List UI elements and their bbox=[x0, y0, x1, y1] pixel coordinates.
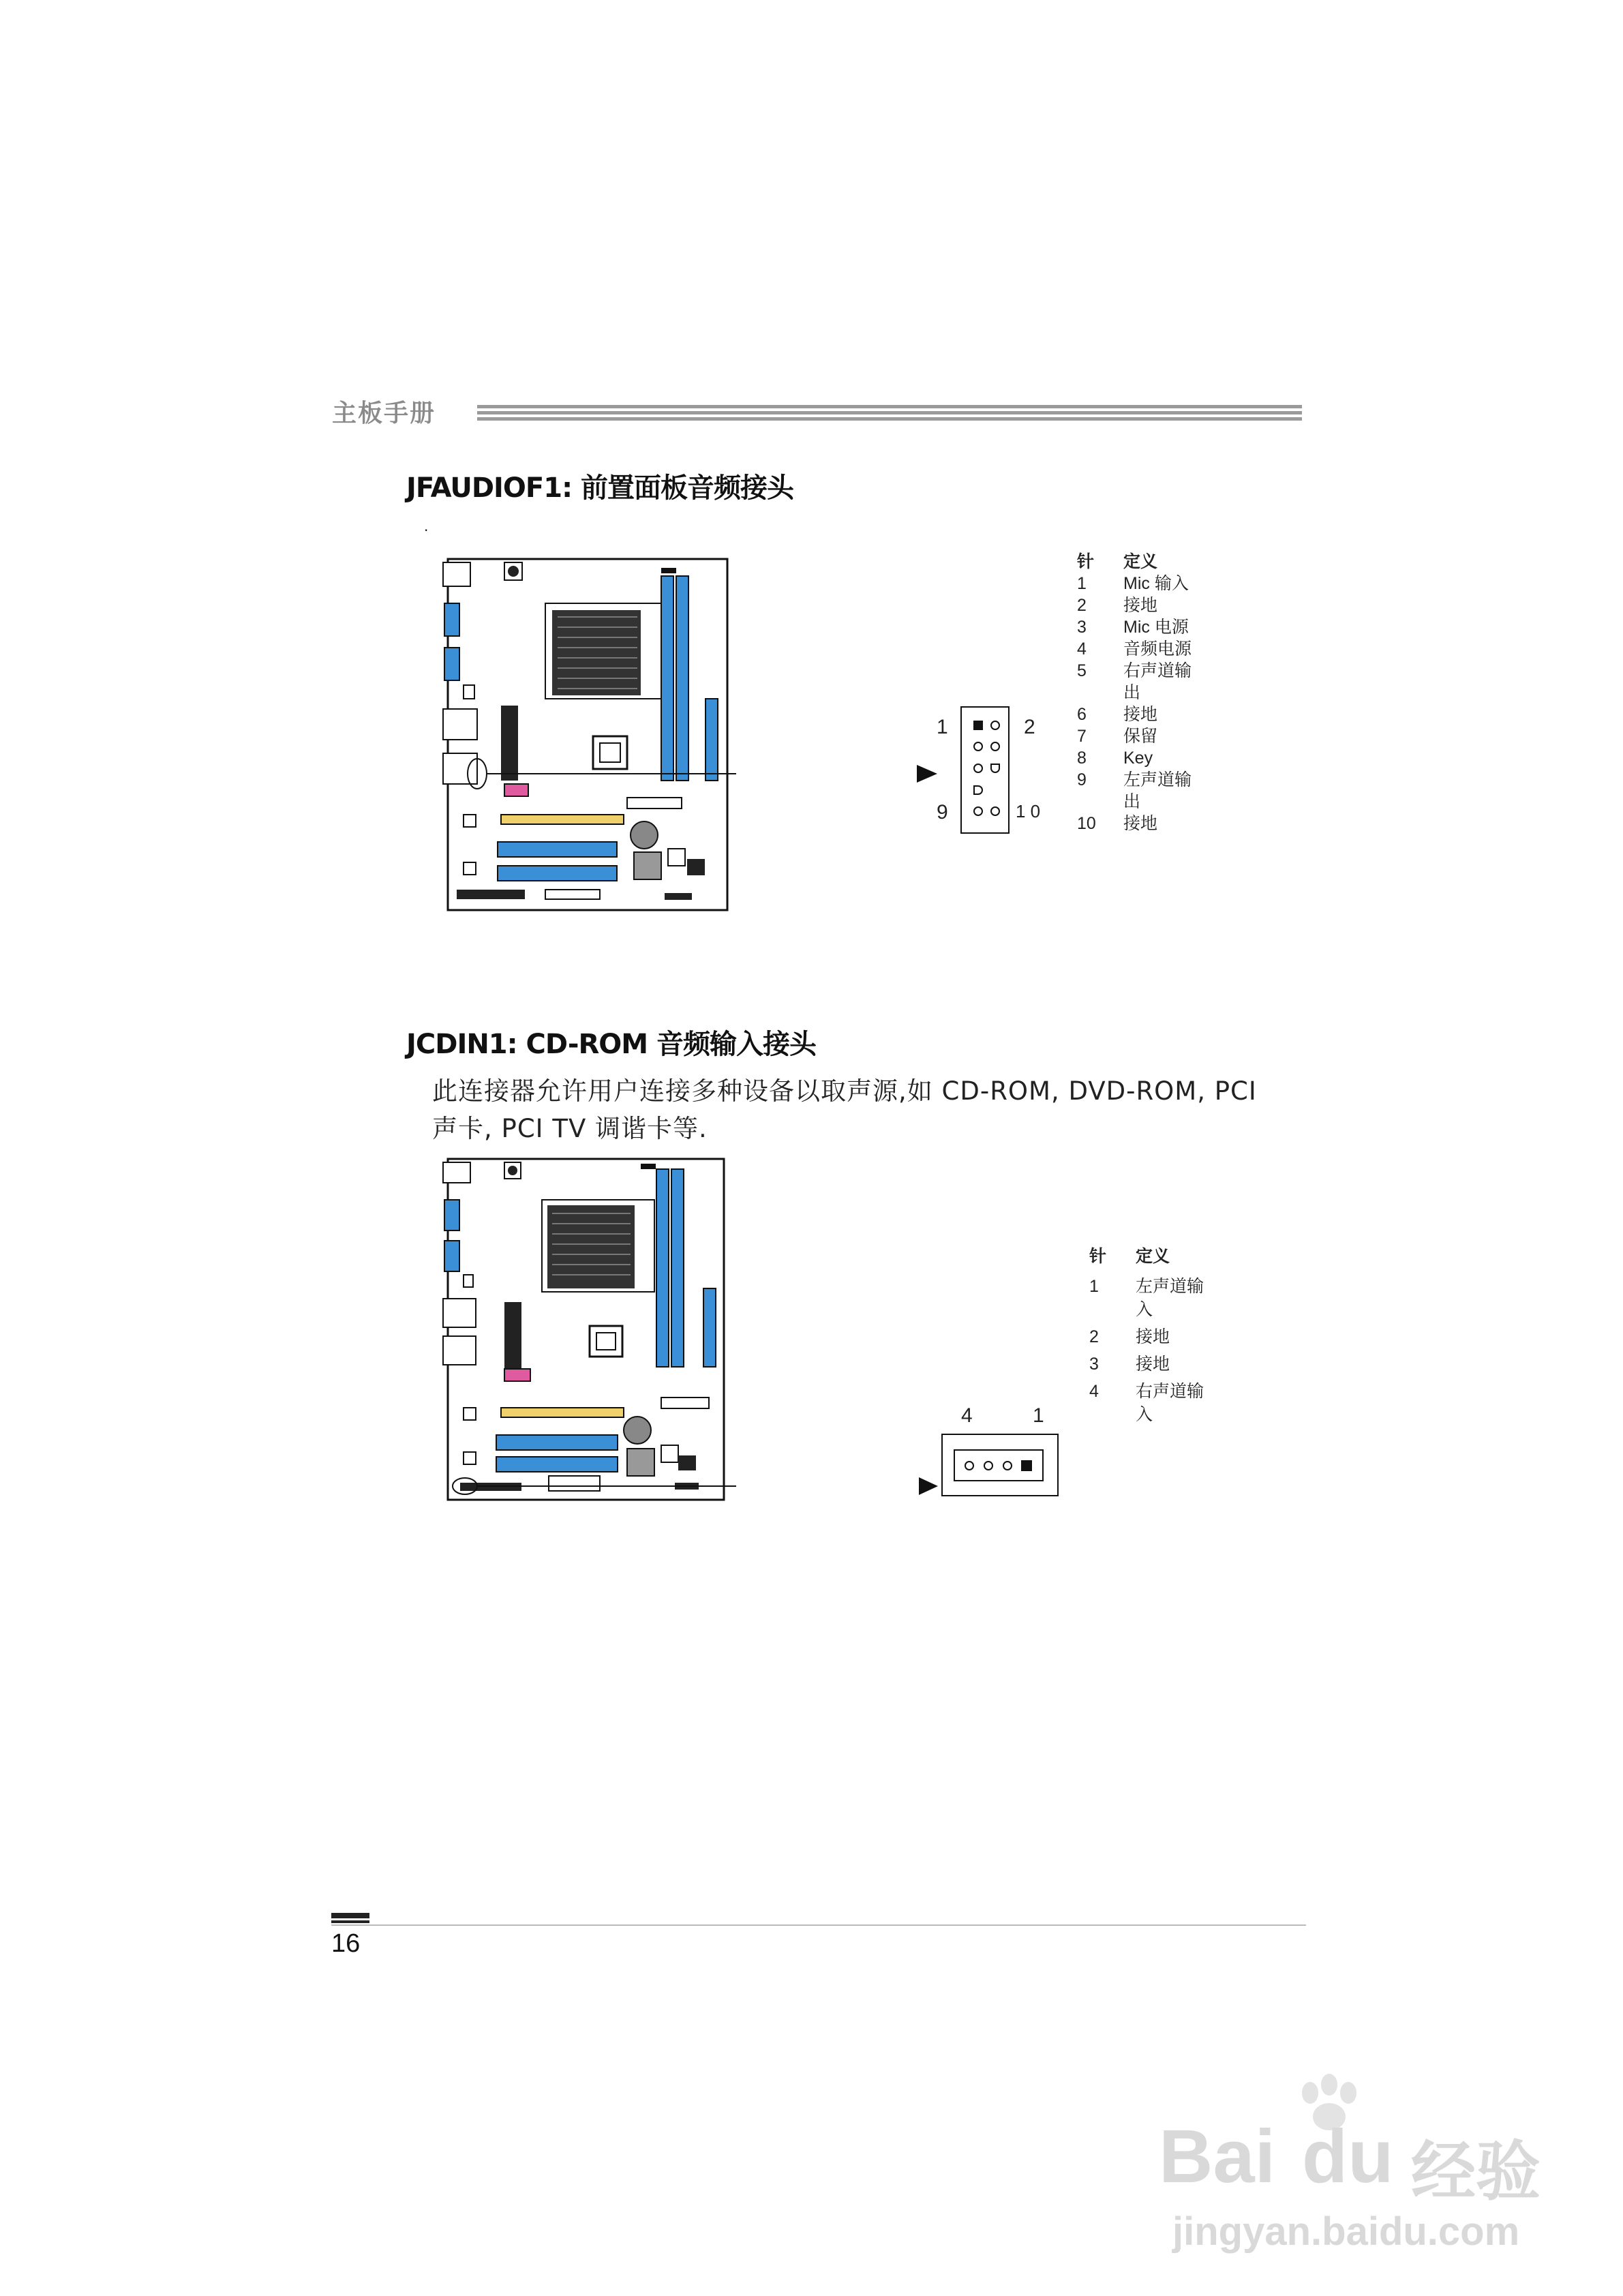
pin-row: 2 接地 bbox=[1089, 1327, 1170, 1346]
pin-table-header: 针 定义 bbox=[1077, 552, 1158, 571]
pin-row: 5 右声道输 bbox=[1077, 661, 1192, 680]
watermark-url: jingyan.baidu.com bbox=[1172, 2209, 1520, 2254]
audio-connector-diagram bbox=[960, 706, 1011, 835]
arrow-head-1 bbox=[917, 765, 937, 783]
arrow-head-2 bbox=[919, 1477, 938, 1495]
pin-row: 2 接地 bbox=[1077, 596, 1158, 615]
section2-text-line2: 声卡, PCI TV 调谐卡等. bbox=[432, 1114, 708, 1143]
cd-connector-diagram bbox=[941, 1433, 1060, 1498]
baidu-watermark bbox=[1159, 2072, 1581, 2277]
pin-row: 8 Key bbox=[1077, 749, 1153, 768]
page-number: 16 bbox=[331, 1929, 361, 1958]
section2-title: JCDIN1: CD-ROM 音频输入接头 bbox=[406, 1029, 816, 1060]
pin-table-header: 针 定义 bbox=[1089, 1247, 1170, 1266]
pin-row: 4 音频电源 bbox=[1077, 639, 1192, 659]
watermark-brand2: du bbox=[1302, 2115, 1394, 2199]
watermark-cn: 经验 bbox=[1411, 2136, 1541, 2208]
header-bars bbox=[477, 405, 1302, 425]
pin-row-cont: 入 bbox=[1136, 1300, 1153, 1319]
pin-row: 3 Mic 电源 bbox=[1077, 618, 1189, 637]
footer-mark bbox=[331, 1920, 369, 1923]
pin-table-2 bbox=[1082, 1245, 1224, 1426]
motherboard-diagram-2 bbox=[436, 1152, 736, 1507]
header-title: 主板手册 bbox=[332, 399, 436, 427]
pin-row: 9 左声道输 bbox=[1077, 770, 1192, 789]
conn2-label-right: 1 bbox=[1033, 1404, 1044, 1427]
conn1-label-tl: 1 bbox=[937, 716, 948, 738]
conn1-label-br: 1 0 bbox=[1016, 801, 1041, 821]
conn2-label-left: 4 bbox=[961, 1404, 973, 1427]
footer-line bbox=[331, 1924, 1306, 1926]
pin-row: 7 保留 bbox=[1077, 727, 1158, 746]
motherboard-diagram-1 bbox=[436, 549, 736, 917]
stray-dot: . bbox=[424, 518, 429, 534]
conn1-label-bl: 9 bbox=[937, 801, 948, 824]
pin-row: 4 右声道输 bbox=[1089, 1382, 1204, 1401]
pin-row: 1 左声道输 bbox=[1089, 1277, 1204, 1296]
pin-row: 10 接地 bbox=[1077, 814, 1158, 833]
pin-row-cont: 出 bbox=[1123, 792, 1141, 811]
footer-mark bbox=[331, 1913, 369, 1918]
section1-title: JFAUDIOF1: 前置面板音频接头 bbox=[406, 472, 793, 504]
pin-row: 3 接地 bbox=[1089, 1355, 1170, 1374]
conn1-label-tr: 2 bbox=[1024, 716, 1035, 738]
pin-row: 1 Mic 输入 bbox=[1077, 574, 1189, 593]
pin-row-cont: 入 bbox=[1136, 1405, 1153, 1424]
pin-table-1 bbox=[1070, 551, 1212, 834]
watermark-brand: Bai bbox=[1159, 2115, 1276, 2199]
section2-text-line1: 此连接器允许用户连接多种设备以取声源,如 CD-ROM, DVD-ROM, PCI bbox=[432, 1076, 1257, 1106]
pin-row-cont: 出 bbox=[1123, 683, 1141, 702]
pin-row: 6 接地 bbox=[1077, 705, 1158, 724]
